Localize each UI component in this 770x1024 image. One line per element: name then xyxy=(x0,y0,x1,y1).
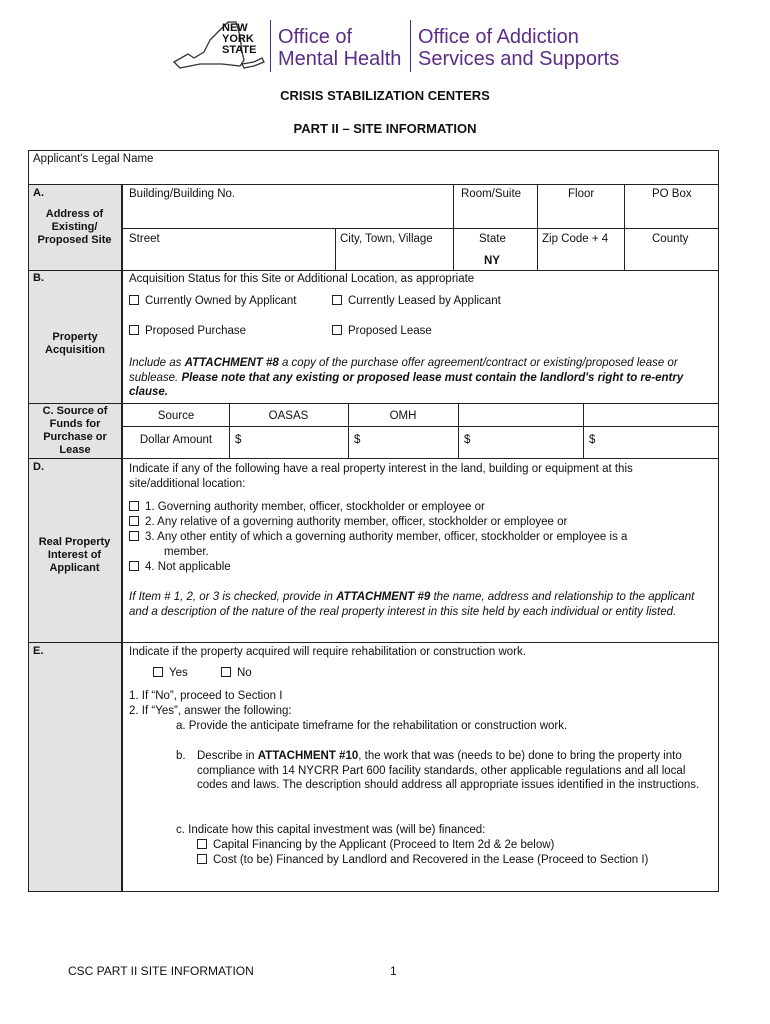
state-line-new: NEW xyxy=(222,22,248,34)
attachment-8-note xyxy=(129,356,714,400)
rehab-no-label: No xyxy=(237,667,252,679)
dollar-field-4[interactable]: $ xyxy=(589,434,596,446)
step-2b-text: Describe in xyxy=(197,750,258,762)
interest-item-1[interactable] xyxy=(129,500,627,515)
section-e-letter: E. xyxy=(33,645,44,657)
real-property-heading: Indicate if any of the following have a real property interest in the land, building or equipment at this site/additional location: xyxy=(129,463,633,490)
section-b-letter: B. xyxy=(33,272,44,284)
building-label: Building/Building No. xyxy=(129,188,236,200)
attachment-ref: ATTACHMENT #9 xyxy=(336,591,431,603)
checkbox[interactable] xyxy=(129,295,139,305)
interest-item-4-label: 4. Not applicable xyxy=(145,561,231,573)
omh-name-line1: Office of xyxy=(278,26,353,48)
finance-option-1-label: Capital Financing by the Applicant (Proceed to Item 2d & 2e below) xyxy=(213,839,555,851)
checkbox[interactable] xyxy=(129,501,139,511)
interest-item-3-label: 3. Any other entity of which a governing authority member, officer, stockholder or employee is a xyxy=(145,531,628,543)
checkbox[interactable] xyxy=(332,325,342,335)
street-label: Street xyxy=(129,233,160,245)
room-suite-label: Room/Suite xyxy=(461,188,522,200)
page-subtitle: PART II – SITE INFORMATION xyxy=(293,121,477,136)
dollar-field-3[interactable]: $ xyxy=(464,434,471,446)
step-2b-text: , the work that was (needs to be) done to bring the property into compliance with 14 NYCRR Part 600 facility standards, other applicable regulations and all local codes and laws. The description should address all appropriate issues identified in the instructions. xyxy=(197,750,700,791)
note-text: Include as xyxy=(129,357,185,369)
step-2: 2. If “Yes”, answer the following: xyxy=(129,705,292,717)
option-proposed-lease[interactable] xyxy=(332,324,432,338)
dollar-field-1[interactable]: $ xyxy=(235,434,242,446)
option-proposed-lease-label: Proposed Lease xyxy=(348,325,432,337)
step-2a: a. Provide the anticipate timeframe for the rehabilitation or construction work. xyxy=(176,720,568,732)
option-proposed-purchase-label: Proposed Purchase xyxy=(145,325,247,337)
dollar-amount-label: Dollar Amount xyxy=(139,434,213,446)
oasas-name-line2: Services and Supports xyxy=(418,48,620,70)
note-text: If Item # 1, 2, or 3 is checked, provide in xyxy=(129,591,337,603)
finance-option-1[interactable] xyxy=(197,838,554,852)
checkbox[interactable] xyxy=(197,839,207,849)
po-box-label: PO Box xyxy=(652,188,692,200)
city-label: City, Town, Village xyxy=(340,233,433,245)
footer-title: CSC PART II SITE INFORMATION xyxy=(68,964,254,978)
finance-option-2-label: Cost (to be) Financed by Landlord and Recovered in the Lease (Proceed to Section I) xyxy=(213,854,649,866)
finance-option-2[interactable] xyxy=(197,853,648,867)
state-line-york: YORK xyxy=(222,33,254,45)
checkbox[interactable] xyxy=(197,854,207,864)
dollar-field-2[interactable]: $ xyxy=(354,434,361,446)
option-owned[interactable] xyxy=(129,294,297,308)
checkbox[interactable] xyxy=(129,516,139,526)
rehab-no[interactable] xyxy=(221,666,252,680)
attachment-ref: ATTACHMENT #8 xyxy=(184,357,279,369)
zip-label: Zip Code + 4 xyxy=(542,233,609,245)
interest-item-2[interactable] xyxy=(129,515,627,530)
checkbox[interactable] xyxy=(129,561,139,571)
applicant-legal-name-field[interactable] xyxy=(180,150,710,184)
attachment-ref: ATTACHMENT #10 xyxy=(257,750,359,762)
step-2b-letter: b. xyxy=(176,750,186,762)
state-line-state: STATE xyxy=(222,44,257,56)
option-proposed-purchase[interactable] xyxy=(129,324,246,338)
section-a-letter: A. xyxy=(33,187,44,199)
note-text: a copy of the purchase offer agreement/contract or existing/proposed lease or sublease. xyxy=(129,357,678,384)
rehab-yes[interactable] xyxy=(153,666,188,680)
oasas-header: OASAS xyxy=(268,410,309,422)
note-text: the name, address and relationship to the applicant and a description of the nature of the real property interest in this site held by each individual or entity listed. xyxy=(129,591,695,618)
page-number: 1 xyxy=(390,964,397,978)
source-header: Source xyxy=(157,410,195,422)
rehab-heading: Indicate if the property acquired will require rehabilitation or construction work. xyxy=(129,646,526,658)
interest-item-4[interactable] xyxy=(129,560,627,575)
rehab-yes-label: Yes xyxy=(169,667,188,679)
step-2b xyxy=(197,749,712,793)
interest-item-3[interactable] xyxy=(129,530,627,545)
interest-item-3-cont: member. xyxy=(164,546,209,558)
attachment-9-note xyxy=(129,590,704,619)
checkbox[interactable] xyxy=(332,295,342,305)
interest-item-1-label: 1. Governing authority member, officer, stockholder or employee or xyxy=(145,501,485,513)
interest-item-2-label: 2. Any relative of a governing authority member, officer, stockholder or employee or xyxy=(145,516,568,528)
acquisition-heading: Acquisition Status for this Site or Additional Location, as appropriate xyxy=(129,273,475,285)
option-owned-label: Currently Owned by Applicant xyxy=(145,295,297,307)
county-label: County xyxy=(652,233,689,245)
checkbox[interactable] xyxy=(153,667,163,677)
section-c-label: C. Source of Funds for Purchase or Lease xyxy=(42,405,108,456)
section-d-label: Real Property Interest of Applicant xyxy=(38,536,111,574)
section-b-label: Property Acquisition xyxy=(45,331,105,356)
applicant-legal-name-label: Applicant's Legal Name xyxy=(33,153,154,165)
note-bold-text: Please note that any existing or proposed lease must contain the landlord's right to re-entry clause. xyxy=(129,371,684,398)
section-d-letter: D. xyxy=(33,461,44,473)
checkbox[interactable] xyxy=(221,667,231,677)
option-leased-label: Currently Leased by Applicant xyxy=(348,295,501,307)
checkbox[interactable] xyxy=(129,531,139,541)
state-value: NY xyxy=(484,255,500,267)
section-a-label: Address of Existing/ Proposed Site xyxy=(37,208,112,246)
state-label: State xyxy=(479,233,506,245)
checkbox[interactable] xyxy=(129,325,139,335)
step-2c: c. Indicate how this capital investment was (will be) financed: xyxy=(176,824,486,836)
omh-name-line2: Mental Health xyxy=(278,48,402,70)
option-leased[interactable] xyxy=(332,294,501,308)
page-title: CRISIS STABILIZATION CENTERS xyxy=(280,88,490,103)
omh-header: OMH xyxy=(389,410,417,422)
oasas-name-line1: Office of Addiction xyxy=(418,26,579,48)
step-1: 1. If “No”, proceed to Section I xyxy=(129,690,283,702)
nys-logo xyxy=(170,18,270,74)
floor-label: Floor xyxy=(568,188,595,200)
